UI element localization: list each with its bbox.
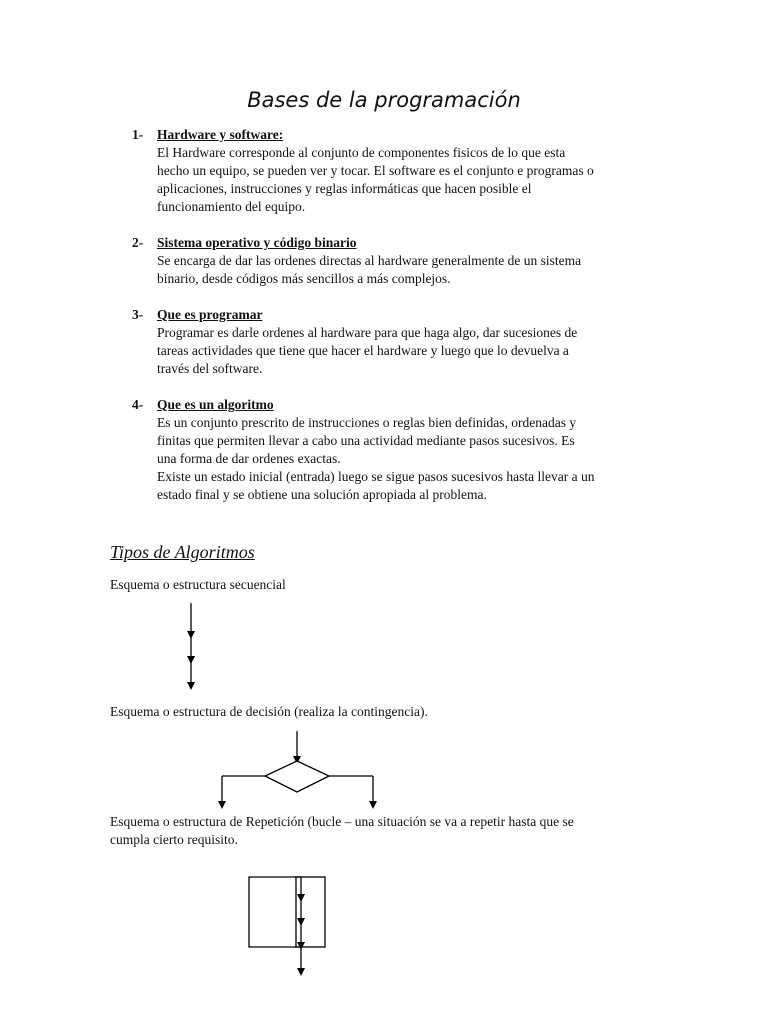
item-heading: Hardware y software:: [157, 127, 284, 142]
body-line: funcionamiento del equipo.: [157, 199, 306, 214]
page-title: Bases de la programación: [247, 88, 521, 112]
item-number: 4-: [132, 397, 144, 412]
secuencial-label: Esquema o estructura secuencial: [110, 577, 286, 592]
item-heading: Sistema operativo y código binario: [157, 235, 357, 250]
body-line: una forma de dar ordenes exactas.: [157, 451, 341, 466]
item-number: 1-: [132, 127, 144, 142]
body-line: estado final y se obtiene una solución apropiada al problema.: [157, 487, 487, 502]
body-line: Se encarga de dar las ordenes directas al hardware generalmente de un sistema: [157, 253, 582, 268]
body-line: través del software.: [157, 361, 263, 376]
item-heading: Que es programar: [157, 307, 263, 322]
loop-back-line: [249, 877, 301, 947]
body-line: El Hardware corresponde al conjunto de componentes fisicos de lo que esta: [157, 145, 566, 160]
body-line: Es un conjunto prescrito de instrucciones o reglas bien definidas, ordenadas y: [157, 415, 577, 430]
body-line: Existe un estado inicial (entrada) luego se sigue pasos sucesivos hasta llevar a un: [157, 469, 595, 484]
item-heading: Que es un algoritmo: [157, 397, 274, 412]
repeticion-diagram: [249, 877, 325, 972]
item-number: 2-: [132, 235, 144, 250]
decision-label: Esquema o estructura de decisión (realiza la contingencia).: [110, 704, 428, 719]
body-line: tareas actividades que tiene que hacer el hardware y luego que lo devuelva a: [157, 343, 569, 358]
body-line: finitas que permiten llevar a cabo una actividad mediante pasos sucesivos. Es: [157, 433, 575, 448]
section-title: Tipos de Algoritmos: [110, 542, 255, 562]
body-line: aplicaciones, instrucciones y reglas informáticas que hacen posible el: [157, 181, 532, 196]
body-line: Programar es darle ordenes al hardware para que haga algo, dar sucesiones de: [157, 325, 578, 340]
body-line: hecho un equipo, se pueden ver y tocar. El software es el conjunto e programas o: [157, 163, 594, 178]
body-line: binario, desde códigos más sencillos a más complejos.: [157, 271, 451, 286]
repeticion-label-line1: Esquema o estructura de Repetición (bucle – una situación se va a repetir hasta que se: [110, 814, 574, 829]
decision-diamond: [265, 761, 329, 792]
decision-diagram: [222, 731, 373, 805]
item-number: 3-: [132, 307, 144, 322]
repeticion-label-line2: cumpla cierto requisito.: [110, 832, 238, 847]
